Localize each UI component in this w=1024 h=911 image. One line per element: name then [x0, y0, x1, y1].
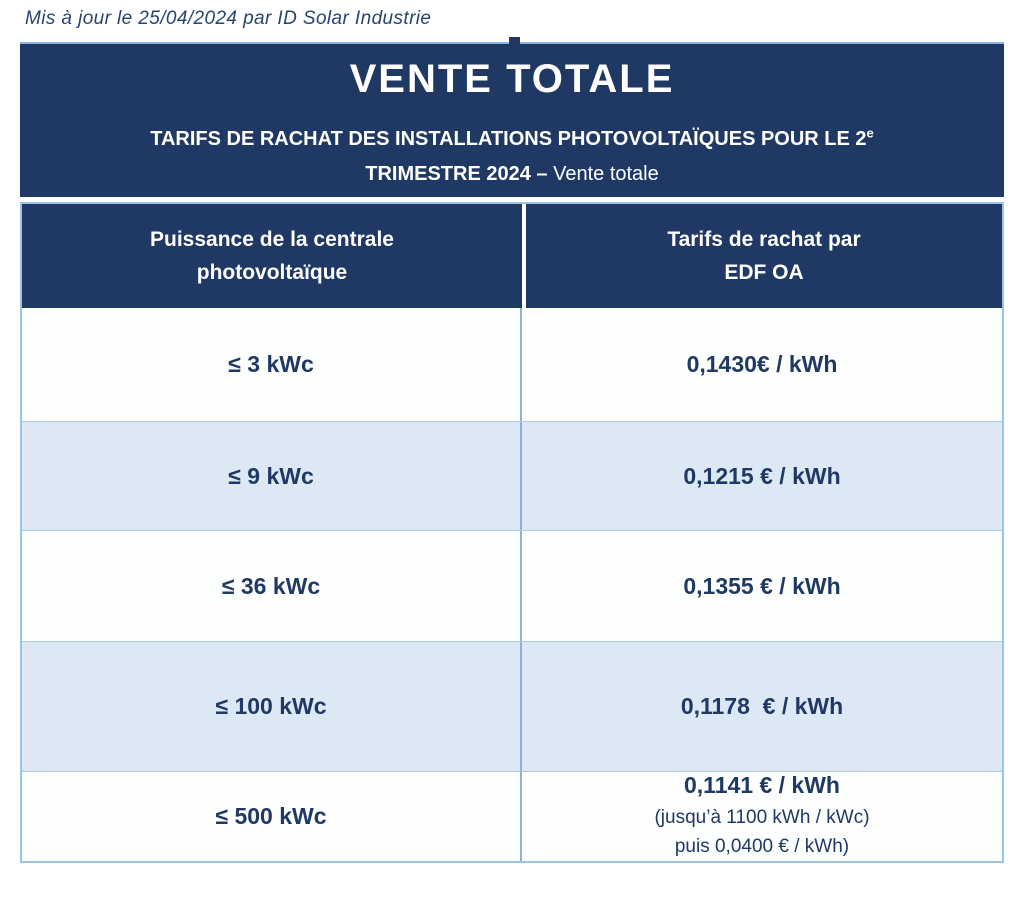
tarif-cell: [522, 422, 1002, 530]
table-row: [22, 421, 1002, 530]
tarif-value: 0,1355 € / kWh: [683, 572, 841, 599]
tarif-value: 0,1141 € / kWh: [684, 772, 840, 798]
tarif-cell: [522, 308, 1002, 421]
tarif-note-line2: puis 0,0400 € / kWh): [674, 836, 850, 857]
tariff-table: [20, 42, 1004, 863]
table-subtitle: [20, 122, 1004, 192]
column-header-tarifs-line1: Tarifs de rachat par: [667, 228, 861, 251]
puissance-cell: ≤ 500 kWc: [22, 772, 522, 861]
subtitle-line2-regular: Vente totale: [553, 163, 659, 185]
table-title: VENTE TOTALE: [349, 57, 675, 101]
banner-notch-artifact: [509, 37, 520, 45]
updated-note: Mis à jour le 25/04/2024 par ID Solar Industrie: [25, 8, 432, 29]
tarif-note-line1: (jusqu’à 1100 kWh / kWc): [654, 807, 870, 828]
subtitle-superscript: e: [866, 125, 874, 141]
puissance-cell: ≤ 100 kWc: [22, 642, 522, 771]
puissance-cell: ≤ 36 kWc: [22, 531, 522, 641]
column-header-puissance-line2: photovoltaïque: [196, 261, 348, 284]
table-row: [22, 641, 1002, 771]
puissance-cell: ≤ 3 kWc: [22, 308, 522, 421]
subtitle-line2-bold: TRIMESTRE 2024 –: [365, 163, 554, 185]
tarif-value: 0,1430€ / kWh: [686, 351, 838, 377]
column-header-tarifs: [526, 204, 1002, 308]
column-header-row: [22, 204, 1002, 308]
tariff-grid: [20, 202, 1004, 863]
tarif-value: 0,1178 € / kWh: [680, 693, 844, 719]
table-row: [22, 771, 1002, 861]
table-row: [22, 308, 1002, 421]
column-header-puissance: [22, 204, 522, 308]
tarif-cell: [522, 531, 1002, 641]
tarif-cell: [522, 642, 1002, 771]
puissance-cell: ≤ 9 kWc: [22, 422, 522, 530]
tarif-value: 0,1215 € / kWh: [683, 462, 841, 489]
table-row: [22, 530, 1002, 641]
column-header-tarifs-line2: EDF OA: [724, 261, 804, 284]
table-title-banner: [20, 42, 1004, 197]
tarif-cell: [522, 772, 1002, 861]
subtitle-line1: TARIFS DE RACHAT DES INSTALLATIONS PHOTOVOLTAÏQUES POUR LE 2: [150, 128, 867, 150]
column-header-puissance-line1: Puissance de la centrale: [150, 228, 394, 251]
